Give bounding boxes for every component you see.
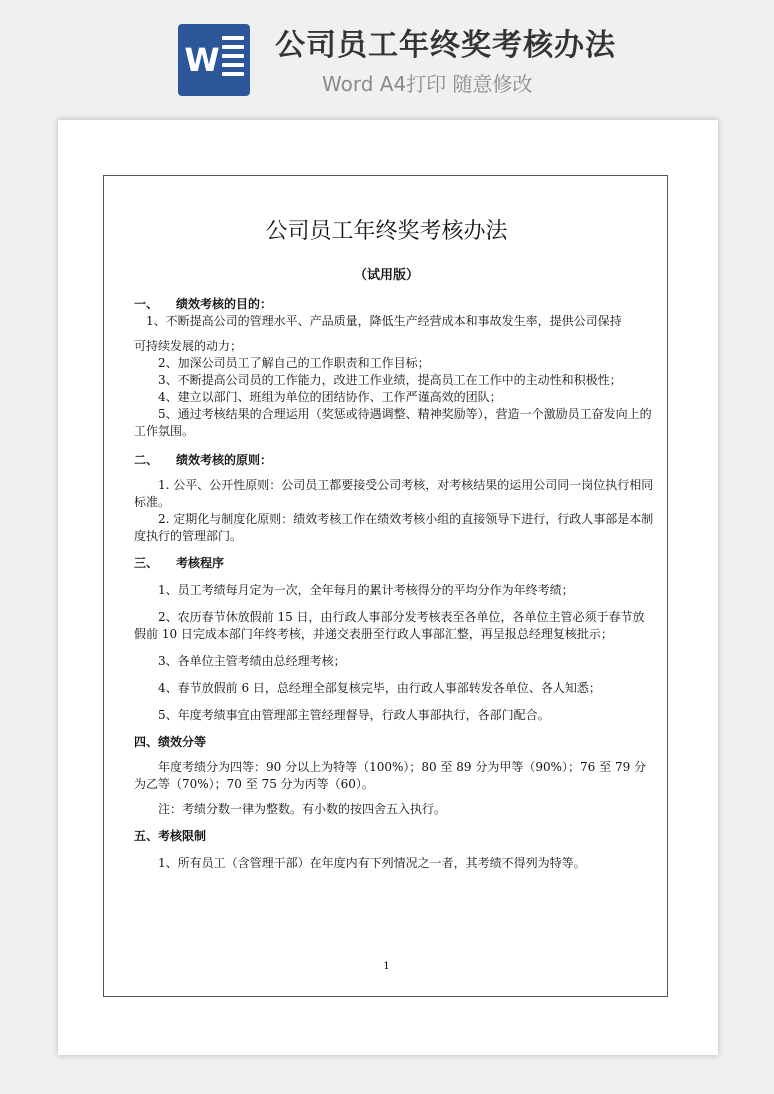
section-2-heading: 二、 绩效考核的原则： <box>134 453 273 467</box>
section-1-heading: 一、 绩效考核的目的： <box>134 297 273 311</box>
word-icon-letter: W <box>184 41 220 79</box>
section-2-item-2: 2. 定期化与制度化原则：绩效考核工作在绩效考核小组的直接领导下进行，行政人事部是本制度执行的管理部门。 <box>134 512 654 543</box>
section-4-item-2: 注：考绩分数一律为整数。有小数的按四舍五入执行。 <box>134 802 447 816</box>
page-frame <box>103 175 668 997</box>
word-icon-lines <box>222 36 244 84</box>
section-5-item-1: 1、所有员工（含管理干部）在年度内有下列情况之一者，其考绩不得列为特等。 <box>134 856 586 870</box>
section-1-item-2: 2、加深公司员工了解自己的工作职责和工作目标； <box>134 356 430 370</box>
section-2-item-1: 1. 公平、公开性原则：公司员工都要接受公司考核，对考核结果的运用公司同一岗位执行相同标准。 <box>134 478 654 509</box>
section-3-item-2: 2、农历春节休放假前 15 日，由行政人事部分发考核表至各单位，各单位主管必须于春节放假前 10 日完成本部门年终考核，并递交表册至行政人事部汇整，再呈报总经理复核批示； <box>134 610 645 641</box>
word-icon <box>178 24 250 96</box>
section-3-item-3: 3、各单位主管考绩由总经理考核； <box>134 654 346 668</box>
banner-subtitle: Word A4打印 随意修改 <box>322 72 533 96</box>
section-1-item-3: 3、不断提高公司员的工作能力，改进工作业绩，提高员工在工作中的主动性和积极性； <box>134 373 622 387</box>
section-4-item-1: 年度考绩分为四等：90 分以上为特等（100%）；80 至 89 分为甲等（90%）；76 至 79 分为乙等（70%）；70 至 75 分为丙等（60）。 <box>134 760 647 791</box>
section-3-item-5: 5、年度考绩事宜由管理部主管经理督导，行政人事部执行，各部门配合。 <box>134 708 550 722</box>
section-3-heading: 三、 考核程序 <box>134 556 225 570</box>
section-5-heading: 五、考核限制 <box>134 829 207 843</box>
section-1-item-5: 5、通过考核结果的合理运用（奖惩或待遇调整、精神奖励等），营造一个激励员工奋发向上的工作氛围。 <box>134 407 652 438</box>
document-body <box>134 296 656 872</box>
document-version: （试用版） <box>353 268 419 283</box>
document-title: 公司员工年终奖考核办法 <box>265 219 508 244</box>
document-page <box>58 120 718 1055</box>
section-4-heading: 四、绩效分等 <box>134 735 207 749</box>
section-1-item-1-cont: 可持续发展的动力； <box>134 339 243 353</box>
section-3-item-4: 4、春节放假前 6 日，总经理全部复核完毕，由行政人事部转发各单位、各人知悉； <box>134 681 601 695</box>
banner-title: 公司员工年终奖考核办法 <box>275 28 616 63</box>
section-3-item-1: 1、员工考绩每月定为一次，全年每月的累计考核得分的平均分作为年终考绩； <box>134 583 574 597</box>
page-number: 1 <box>383 961 390 972</box>
banner <box>0 0 774 110</box>
section-1-item-1: 1、不断提高公司的管理水平、产品质量，降低生产经营成本和事故发生率，提供公司保持 <box>134 314 622 328</box>
section-1-item-4: 4、建立以部门、班组为单位的团结协作、工作严谨高效的团队； <box>134 390 502 404</box>
